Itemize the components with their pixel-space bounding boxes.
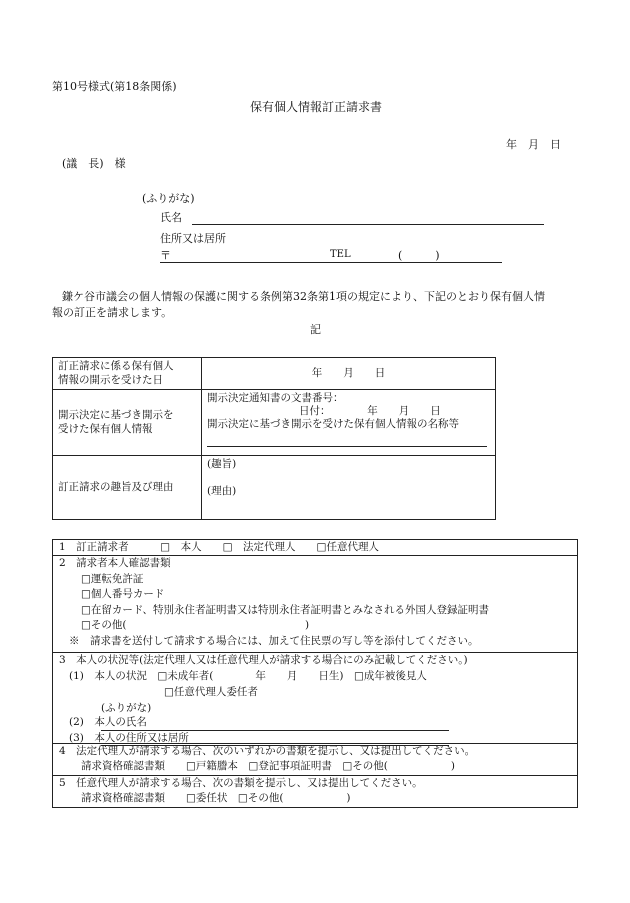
ki-heading: 記 xyxy=(310,323,321,336)
disclosed-info-label: 開示決定に基づき開示を 受けた保有個人情報 xyxy=(53,390,202,456)
purpose-reason-value[interactable]: (趣旨) (理由) xyxy=(202,456,496,520)
principal-name-field[interactable] xyxy=(101,730,449,731)
disclosed-info-value[interactable]: 開示決定通知書の文書番号： 日付： 年 月 日 開示決定に基づき開示を受けた保有個人情報の名称等 xyxy=(202,390,496,456)
requester-type-line[interactable]: 1 訂正請求者 □ 本人 □ 法定代理人 □任意代理人 xyxy=(59,541,379,553)
principal-status-title: 3 本人の状況等(法定代理人又は任意代理人が請求する場合にのみ記載してください。) xyxy=(59,654,468,666)
id-doc-mynumber[interactable]: □個人番号カード xyxy=(81,588,165,600)
principal-delegator[interactable]: □任意代理人委任者 xyxy=(164,686,258,698)
principal-name-label: (2) 本人の氏名 xyxy=(69,716,147,728)
voluntary-agent-title: 5 任意代理人が請求する場合、次の書類を提示し、又は提出してください。 xyxy=(59,777,423,789)
address-field[interactable] xyxy=(160,262,502,263)
id-doc-other[interactable]: □その他( ) xyxy=(81,619,310,631)
legal-agent-title: 4 法定代理人が請求する場合、次のいずれかの書類を提示し、又は提出してください。 xyxy=(59,745,476,757)
section-4 xyxy=(53,744,577,776)
page-title: 保有個人情報訂正請求書 xyxy=(250,100,383,114)
section-2 xyxy=(53,556,577,653)
principal-status-line[interactable]: (1) 本人の状況 □未成年者( 年 月 日生) □成年被後見人 xyxy=(69,670,427,682)
legal-agent-docs[interactable]: 請求資格確認書類 □戸籍謄本 □登記事項証明書 □その他( ) xyxy=(81,760,455,772)
principal-furigana: (ふりがな) xyxy=(101,702,152,714)
addressee: (議 長) 様 xyxy=(62,157,126,170)
body-text-1: 鎌ケ谷市議会の個人情報の保護に関する条例第32条第1項の規定により、下記のとおり保有個人情 xyxy=(62,290,545,303)
postal-mark: 〒 xyxy=(160,249,171,262)
name-label: 氏名 xyxy=(160,211,182,224)
mail-note: ※ 請求書を送付して請求する場合には、加えて住民票の写し等を添付してください。 xyxy=(69,635,479,647)
voluntary-agent-docs[interactable]: 請求資格確認書類 □委任状 □その他( ) xyxy=(81,792,351,804)
section-3 xyxy=(53,653,577,744)
id-doc-license[interactable]: □運転免許証 xyxy=(81,573,144,585)
id-doc-residence-card[interactable]: □在留カード、特別永住者証明書又は特別永住者証明書とみなされる外国人登録証明書 xyxy=(81,604,489,616)
address-label: 住所又は居所 xyxy=(160,232,226,245)
furigana-label: (ふりがな) xyxy=(142,192,195,205)
requester-details-box xyxy=(52,539,578,808)
section-1 xyxy=(53,540,577,556)
name-field[interactable] xyxy=(192,224,544,225)
correction-table xyxy=(52,357,496,520)
identity-docs-title: 2 請求者本人確認書類 xyxy=(59,557,171,569)
date-line: 年 月 日 xyxy=(506,138,561,151)
tel-label: TEL xyxy=(330,249,351,260)
disclosure-date-value[interactable]: 年 月 日 xyxy=(202,358,496,390)
principal-address-label: (3) 本人の住所又は居所 xyxy=(69,732,189,744)
tel-paren: ( ) xyxy=(398,249,440,262)
form-number: 第10号様式(第18条関係) xyxy=(52,80,177,93)
disclosure-date-label: 訂正請求に係る保有個人 情報の開示を受けた日 xyxy=(53,358,202,390)
purpose-reason-label: 訂正請求の趣旨及び理由 xyxy=(53,456,202,520)
body-text-2: 報の訂正を請求します。 xyxy=(52,306,173,319)
section-5 xyxy=(53,776,577,807)
